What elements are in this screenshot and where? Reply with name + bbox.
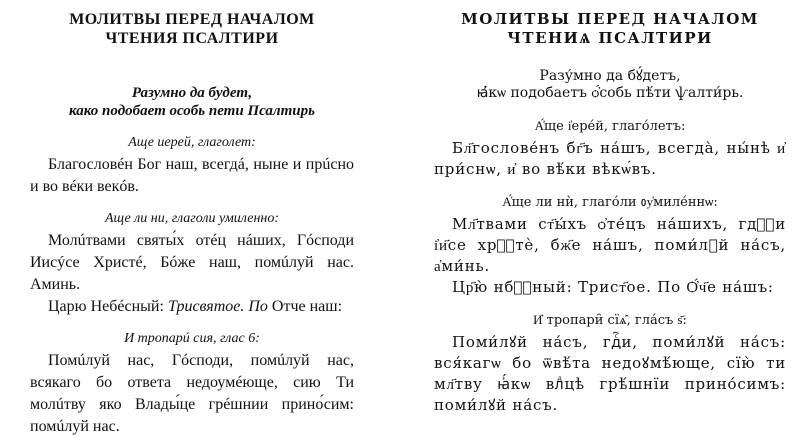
right-column [400,0,800,414]
page-title-line-2: ЧТЕНИЯ ПСАЛТИРИ [105,30,279,47]
rubric-label-3-slavonic: И҆ тропари̑ сїѧ̑, гла́съ ѕ҃: [533,313,687,328]
prayer-text-3-a: Царю Небéсный: [48,298,168,315]
prayer-text-3-rubric: Трисвятое. По [167,298,268,315]
subtitle-line-2: како подобает особь пети Псалтирь [69,103,315,119]
subtitle-line-2-slavonic: ꙗ҆́кѡ подобаетъ ѻ҆́собь пѣ́ти ѱалти́рь. [476,85,744,101]
page-title-line-2-slavonic: ЧТЕНИѦ ПСАЛТИРИ [507,29,713,47]
page-title-line-1-slavonic: МОЛИТВЫ ПЕРЕД НАЧАЛОМ [461,10,759,28]
prayer-text-3-slavonic: Цр҃ю̀ нбⷭ҇ный: Трист҃ое. По Ѻ҆́ч҃е на́шъ: [452,278,774,296]
prayer-text-1-slavonic: Бл҃гослове́нъ бг҃ъ на́шъ, всегда̀, ны́нѣ и҆ при́снѡ, и҆ во вѣ́ки вѣкѡ́въ. [434,139,786,178]
rubric-label-1: Аще иерей, глаголет: [128,135,256,150]
prayer-text-3-c: Отче наш: [267,298,343,315]
prayer-text-3 [30,296,354,318]
prayer-text-4-slavonic: Поми́лꙋй на́съ, гдⷭ҇и, поми́лꙋй на́съ: вся́кагѡ бо ѿвѣ́та недоꙋмѣ́юще, сїю̀ ти мл҃тву ꙗ҆́кѡ влⷣцѣ грѣ́шнїи прино́симъ: поми́лꙋй на́съ. [434,333,786,414]
subtitle-line-1: Разумно да будет, [131,85,253,101]
subtitle [30,84,354,120]
prayer-text-1: Благословéн Бог наш, всегдá, ныне и прúсно и во вéки векóв. [30,156,354,195]
rubric-label-3: И тропарú сия, глас 6: [124,331,260,346]
prayer-text-2: Молúтвами святы́х отéц нáших, Гóсподи Иисýсе Христé, Бóже наш, помúлуй нас. Аминь. [30,232,354,293]
left-column [0,0,400,435]
subtitle-slavonic [434,68,786,102]
prayer-text-2-slavonic: Мл҃твами ст҃ы́хъ ѻ҆те́цъ на́шихъ, гдⷭ҇и і҆и҃се хрⷭ҇тѐ, бж҃е на́шъ, поми́лꙋй на́съ, а҆ми́нь. [434,215,786,275]
page-title-line-1: МОЛИТВЫ ПЕРЕД НАЧАЛОМ [69,11,315,28]
rubric-label-1-slavonic: А҆́ще і҆ере́й, глаго́летъ: [534,119,686,134]
prayer-text-4: Помúлуй нас, Гóсподи, помúлуй нас, всякаго бо ответа недоумéюще, сию Ти молúтву яко Влады́це грéшнии прино́сим: помúлуй нас. [30,352,354,435]
rubric-label-2-slavonic: А҆́ще ли нѝ, глаго́ли ᲂу҆миле́ннѡ: [502,195,718,210]
rubric-label-2: Аще ли ни, глаголи умиленно: [104,211,280,226]
subtitle-line-1-slavonic: Разу́мно да бꙋ́детъ, [539,68,681,84]
